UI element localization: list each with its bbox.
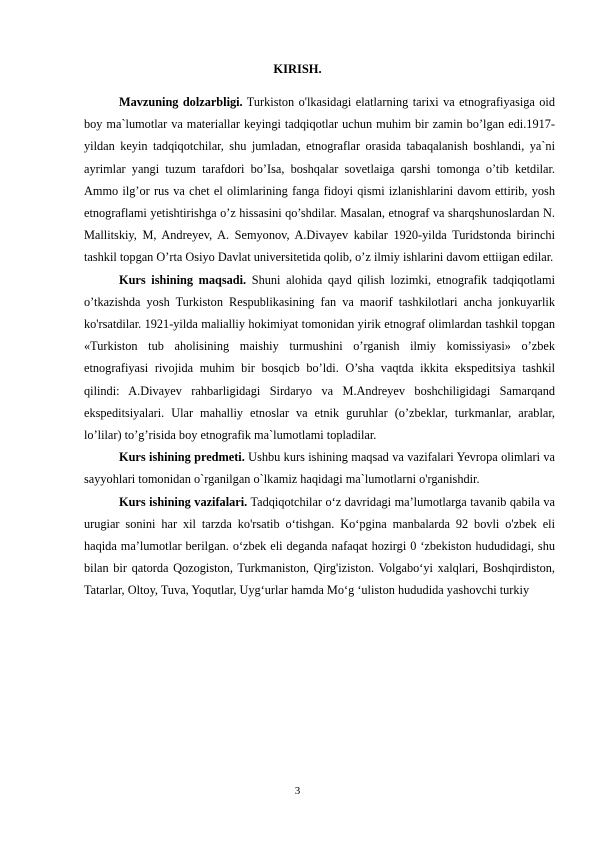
document-body xyxy=(84,91,555,602)
paragraph-text-subject: Ushbu kurs ishining maqsad va vazifalari Yevropa olimlari va sayyohlari tomonidan o`rganilgan o`lkamiz haqidagi ma`lumotlarni o'rganishdir. xyxy=(84,450,555,487)
paragraph-tasks xyxy=(84,491,555,602)
paragraph-subject xyxy=(84,446,555,490)
page-number: 3 xyxy=(294,785,301,797)
paragraph-heading-subject: Kurs ishining predmeti. xyxy=(119,450,245,465)
paragraph-heading-tasks: Kurs ishining vazifalari. xyxy=(119,494,248,509)
paragraph-heading-purpose: Kurs ishining maqsadi. xyxy=(119,272,247,287)
paragraph-text-purpose: Shuni alohida qayd qilish lozimki, etnografik tadqiqotlami o’tkazishda yosh Turkiston Respublikasining fan va maorif tashkilotlari ancha jonkuyarlik ko'rsatdilar. 1921-yilda malialliy hokimiyat tomonidan yirik etnograf olimlardan tashkil topgan «Turkiston tub aholisining maishiy turmushini o’rganish ilmiy komissiyasi» o’zbek etnografiyasi rivojida muhim bir bosqicb bo’ldi. O’sha vaqtda ikkita ekspeditsiya tashkil qilindi: A.Divayev rahbarligidagi Sirdaryo va M.Andreyev boshchiligidagi Samarqand ekspeditsiyalari. Ular mahalliy etnoslar va etnik guruhlar (o’zbeklar, turkmanlar, arablar, lo’lilar) to’g’risida boy etnografik ma`lumotlami topladilar. xyxy=(84,272,555,443)
paragraph-relevance xyxy=(84,91,555,269)
paragraph-text-tasks: Tadqiqotchilar o‘z davridagi ma’lumotlarga tavanib qabila va urugiar sonini har xil tarzda ko'rsatib o‘tishgan. Ko‘pgina manbalarda 92 bovli o'zbek eli haqida ma’lumotlar berilgan. o‘zbek eli deganda nafaqat hozirgi 0 ‘zbekiston hududidagi, shu bilan bir qatorda Qozogiston, Turkmaniston, Qirg'iziston. Volgabo‘yi xalqlari, Boshqirdiston, Tatarlar, Oltoy, Tuva, Yoqutlar, Uyg‘urlar hamda Mo‘g ‘uliston hududida yashovchi turkiy xyxy=(84,494,555,598)
paragraph-purpose xyxy=(84,269,555,447)
paragraph-text-relevance: Turkiston o'lkasidagi elatlarning tarixi va etnografiyasiga oid boy ma`lumotlar va materiallar keyingi tadqiqotlar uchun muhim bir zamin bo’lgan edi.1917-yildan keyin tadqiqotchilar, shu jumladan, etnograflar orasida tabaqalanish boshlandi, ya`ni ayrimlar yangi tuzum tarafdori bo’Isa, boshqalar sovetlaiga qarshi tomonga o’tib ketdilar. Ammo ilg’or rus va chet el olimlarining fanga fidoyi qismi izlanishlarini davom ettirib, yosh etnograflami yetishtirishga o’z hissasini qo’shdilar. Masalan, etnograf va sharqshunoslardan N. Mallitskiy, M, Andreyev, A. Semyonov, A.Divayev kabilar 1920-yilda Turidstonda birinchi tashkil topgan O’rta Osiyo Davlat universitetida qolib, o’z ilmiy ishlarini davom ettiigan edilar. xyxy=(84,95,556,265)
page-title: KIRISH. xyxy=(273,62,322,76)
paragraph-heading-relevance: Mavzuning dolzarbligi. xyxy=(119,95,243,109)
